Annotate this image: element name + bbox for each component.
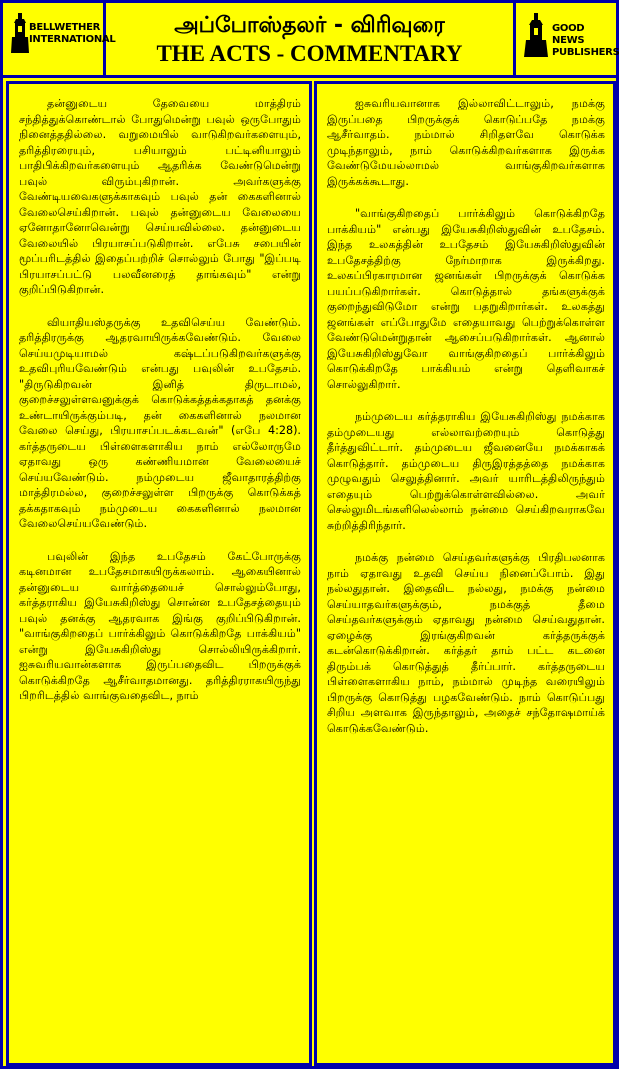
page-title-tamil: அப்போஸ்தலர் - விரிவுரை [174,13,445,38]
good-news-logo [513,3,619,75]
right-column [314,81,616,1066]
good-news-logo-text [552,23,619,59]
page-title-english: THE ACTS - COMMENTARY [156,41,463,66]
bellwether-logo-text [29,22,115,46]
left-column [6,81,312,1066]
paragraph: ஐசுவரியவானாக இல்லாவிட்டாலும், நமக்கு இருப்பதை பிறருக்குக் கொடுப்பதே நமக்கு ஆசீர்வாதம். நம்மால் சிறிதளவே கொடுக்க முடிந்தாலும், நாம் கொடுக்கிறவர்களாக இருக்க வேண்டுமேயல்லாமல் வாங்குகிறவர்களாக இருக்கக்கூடாது. [327,97,605,188]
paragraph: நம்முடைய கர்த்தராகிய இயேசுகிறிஸ்து நமக்காக தம்முடையது எல்லாவற்றையும் கொடுத்து தீர்த்துவிட்டார். தம்முடைய ஜீவனையே நமக்காகக் கொடுத்தார். தம்முடைய திருஇரத்தத்தை நமக்காக முழுவதும் செலுத்தினார். அவர் யாரிடத்திலிருந்தும் எதையும் பெற்றுக்கொள்ளவில்லை. அவர் செல்லுமிடங்களிலெல்லாம் நன்மை செய்கிறவராகவே சுற்றித்திரிந்தார். [327,410,605,532]
title-box [106,3,513,75]
paragraph: "வாங்குகிறதைப் பார்க்கிலும் கொடுக்கிறதே பாக்கியம்" என்பது இயேசுகிறிஸ்துவின் உபதேசம். இந்த உலகத்தின் உபதேசம் இயேசுகிறிஸ்துவின் உபதேசத்திற்கு நேர்மாறாக இருக்கிறது. உலகப்பிரகாரமான ஜனங்கள் பிறருக்குக் கொடுக்க பயப்படுகிறார்கள். கொடுத்தால் தங்களுக்குக் குறைந்துவிடுமோ என்று பதறுகிறார்கள். உலகத்து ஜனங்கள் எப்போதுமே எதையாவது பெற்றுக்கொள்ள வேண்டுமென்றுதான் ஆசைப்படுகிறார்கள். ஆனால் இயேசுகிறிஸ்துவோ வாங்குகிறதைப் பார்க்கிலும் கொடுக்கிறதே பாக்கியம் என்று தெளிவாகச் சொல்லுகிறார். [327,207,605,391]
good-news-line2: PUBLISHERS [552,47,619,58]
paragraph: தன்னுடைய தேவையை மாத்திரம் சந்தித்துக்கொண்டால் போதுமென்று பவுல் ஒருபோதும் நினைத்ததில்லை. வறுமையில் வாடுகிறவர்களையும், தரித்திரரையும், பசியாலும் பட்டினியாலும் பாதிபிக்கிறவர்களையும் ஆதரிக்க வேண்டுமென்று பவுல் விரும்புகிறான். அவர்களுக்கு வேண்டியவைகளுக்காகவும் பவுல் தன் கைகளினால் வேலைசெய்கிறான். பவுல் தன்னுடைய வேலையை ஏனோதானோவென்று செய்யவில்லை. தன்னுடைய வேலையில் பிரயாசப்படுகிறான். எபேசு சபையின் மூப்பரிடத்தில் இதைப்பற்றிச் சொல்லும் போது "இப்படி பிரயாசப்பட்டு பலவீனரைத் தாங்கவும்" என்று குறிப்பிடுகிறான். [19,97,301,296]
bellwether-line2: INTERNATIONAL [29,34,116,45]
good-news-line1: GOOD NEWS [552,23,585,46]
paragraph: பவுலின் இந்த உபதேசம் கேட்போருக்கு கடினமான உபதேசமாகயிருக்கலாம். ஆகையினால் தன்னுடைய வார்த்தையைச் சொல்லும்போது, கர்த்தராகிய இயேசுகிறிஸ்து சொன்ன உபதேசத்தையும் பவுல் தனக்கு ஆதரவாக இங்கு குறிப்பிடுகிறான். "வாங்குகிறதைப் பார்க்கிலும் கொடுக்கிறதே பாக்கியம்" என்று இயேசுகிறிஸ்து சொல்லியிருக்கிறார். ஐசுவரியவான்களாக இருப்பதைவிட பிறருக்குக் கொடுக்கிறதே ஆசீர்வாதமானது. தரித்திரராகயிருந்து பிறரிடத்தில் வாங்குவதைவிட, நாம் [19,549,301,702]
header [3,3,619,78]
paragraph: வியாதியஸ்தருக்கு உதவிசெய்ய வேண்டும். தரித்திரருக்கு ஆதரவாயிருக்கவேண்டும். வேலை செய்யமுடியாமல் கஷ்டப்படுகிறவர்களுக்கு உதவிபுரியவேண்டும் என்பது பவுலின் உபதேசம். "திருடுகிறவன் இனித் திருடாமல், குறைச்சலுள்ளவனுக்குக் கொடுக்கத்தக்கதாகத் தனக்கு உண்டாயிருக்கும்படி, தன் கைகளினால் நலமான வேலை செய்து, பிரயாசப்படக்கடவன்" (எபே 4:28). கர்த்தருடைய பிள்ளைகளாகிய நாம் எல்லோருமே ஏதாவது ஒரு கண்ணியமான வேலையைச் செய்யவேண்டும். நம்முடைய ஜீவாதாரத்திற்கு மாத்திரமல்ல, குறைச்சலுள்ள பிறருக்கு கொடுக்கத் தக்கதாகவும் நம்முடைய கைகளினால் நலமான வேலைசெய்யவேண்டும். [19,315,301,530]
tower-icon [524,13,548,57]
tower-icon [11,13,29,53]
bellwether-logo [3,3,116,75]
paragraph: நமக்கு நன்மை செய்தவர்களுக்கு பிரதிபலனாக நாம் ஏதாவது உதவி செய்ய நினைப்போம். இது நல்லதுதான். இதைவிட நல்லது, நமக்கு நன்மை செய்யாதவர்களுக்கும், நமக்குத் தீமை செய்தவர்களுக்கும் ஏதாவது நன்மை செய்வதுதான். ஏழைக்கு இரங்குகிறவன் கர்த்தருக்குக் கடன்கொடுக்கிறான். கர்த்தர் தாம் பட்ட கடனை திரும்பக் கொடுத்துத் தீர்ப்பார். கர்த்தருடைய பிள்ளைகளாகிய நாம், நம்மால் முடிந்த வரையிலும் பிறருக்கு கொடுத்து பழகவேண்டும். நாம் கொடுப்பது சிறிய அளவாக இருந்தாலும், அதைச் சந்தோஷமாய்க் கொடுக்கவேண்டும். [327,551,605,735]
bellwether-line1: BELLWETHER [29,22,101,33]
